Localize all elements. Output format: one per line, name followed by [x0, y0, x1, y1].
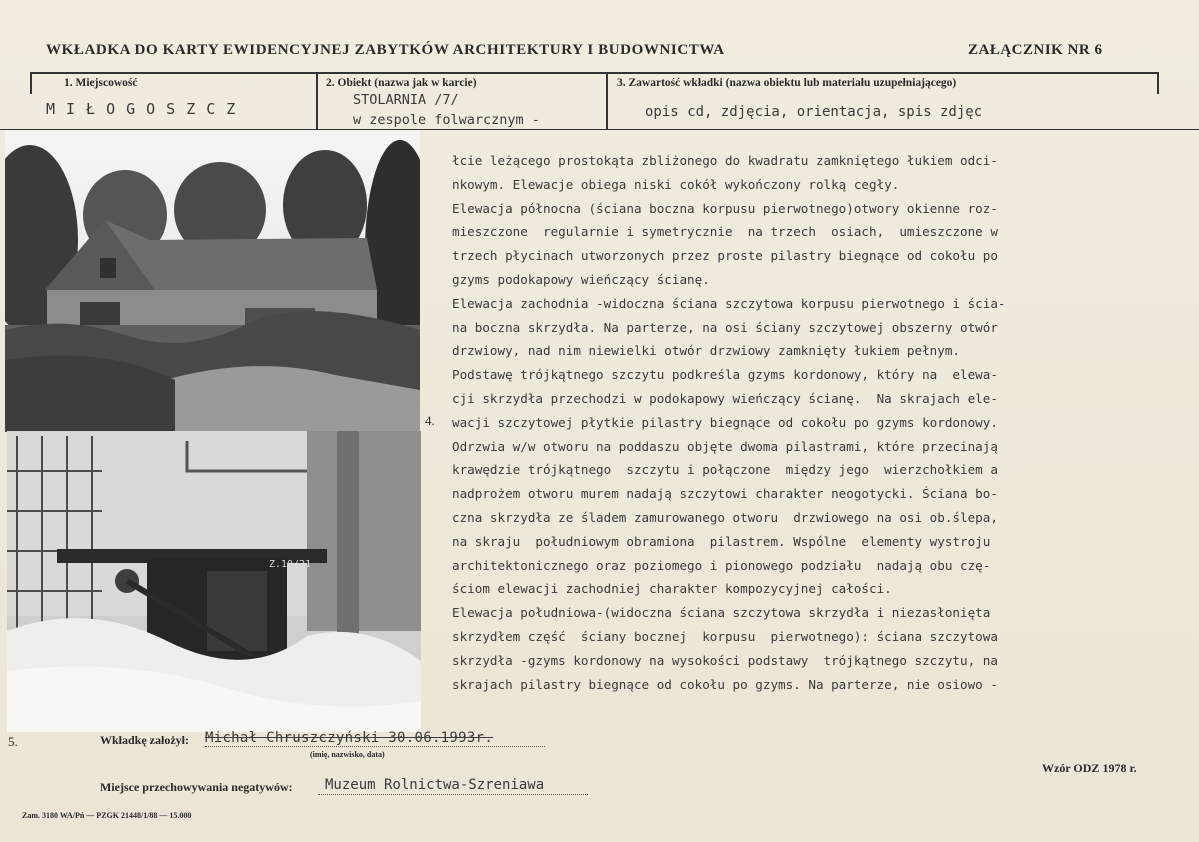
description-line: Elewacja południowa-(widoczna ściana szczytowa skrzydła i niezasłonięta	[452, 605, 991, 621]
description-line: krawędzie trójkątnego szczytu i połączone między jego wierzchołkiem a	[452, 462, 998, 478]
machine-inscription: Z.10/21	[269, 559, 312, 570]
negatives-value: Muzeum Rolnictwa-Szreniawa	[325, 777, 545, 793]
machine-photo-image	[7, 431, 421, 732]
description-line: Elewacja zachodnia -widoczna ściana szczytowa korpusu pierwotnego i ścia-	[452, 295, 1006, 311]
description-line: łcie leżącego prostokąta zbliżonego do kwadratu zamkniętego łukiem odci-	[452, 153, 998, 168]
created-by-hint: (imię, nazwisko, data)	[310, 750, 385, 759]
field-divider-0	[30, 72, 32, 94]
description-line: na boczna skrzydła. Na parterze, na osi ściany szczytowej obszerny otwór	[452, 319, 998, 335]
photo-number-5: 5.	[8, 734, 18, 749]
description-line: na skraju południowym obramiona pilastrem. Wspólne elementy wystroju	[452, 533, 991, 549]
negatives-dotted-line	[318, 794, 588, 795]
description-text	[452, 149, 1192, 696]
field-divider-1	[316, 72, 318, 129]
content-value: opis cd, zdjęcia, orientacja, spis zdjęc	[645, 104, 983, 120]
building-photo-image	[5, 130, 420, 432]
object-value-line-2: w zespole folwarcznym -	[353, 112, 540, 128]
description-line: skrzydła -gzyms kordonowy na wysokości podstawy trójkątnego szczytu, na	[452, 652, 998, 668]
field-divider-2	[606, 72, 608, 129]
description-line: Elewacja północna (ściana boczna korpusu pierwotnego)otwory okienne roz-	[452, 200, 998, 216]
description-line: drzwiowy, nad nim niewielki otwór drzwiowy zamknięty łukiem pełnym.	[452, 343, 960, 359]
negatives-label: Miejsce przechowywania negatywów:	[100, 780, 293, 794]
locality-value: MIŁOGOSZCZ	[46, 100, 247, 118]
description-line: skrajach pilastry biegnące od cokołu po gzyms. Na parterze, nie osiowo -	[452, 676, 998, 692]
description-line: mieszczone regularnie i symetrycznie na trzech osiach, umieszczone w	[452, 224, 998, 240]
created-by-label: Wkładkę założył:	[100, 733, 189, 747]
description-line: architektonicznego oraz poziomego i pionowego podziału nadają obu czę-	[452, 557, 991, 573]
locality-label: 1. Miejscowość	[64, 77, 138, 89]
form-model: Wzór ODZ 1978 r.	[1042, 761, 1137, 775]
object-label: 2. Obiekt (nazwa jak w karcie)	[326, 77, 477, 89]
object-value-line-1: STOLARNIA /7/	[353, 92, 459, 108]
building-photo	[5, 130, 420, 432]
annex-number: ZAŁĄCZNIK NR 6	[968, 42, 1103, 58]
description-line: trzech płycinach utworzonych przez proste pilastry biegnące od cokołu po	[452, 248, 998, 264]
description-line: Podstawę trójkątnego szczytu podkreśla gzyms kordonowy, który na elewa-	[452, 367, 998, 383]
document-title: WKŁADKA DO KARTY EWIDENCYJNEJ ZABYTKÓW ARCHITEKTURY I BUDOWNICTWA	[46, 42, 725, 58]
print-info: Zam. 3180 WA/Pń — PZGK 21448/1/88 — 15.000	[22, 811, 192, 820]
content-label: 3. Zawartość wkładki (nazwa obiektu lub materiału uzupełniającego)	[617, 77, 957, 89]
description-line: nkowym. Elewacje obiega niski cokół wykończony rolką cegły.	[452, 176, 900, 192]
field-divider-3	[1157, 72, 1159, 94]
form-top-rule	[30, 72, 1158, 74]
machine-photo	[7, 431, 421, 732]
description-line: gzyms podokapowy wieńczący ścianę.	[452, 271, 710, 287]
description-line: nadprożem otworu murem nadają szczytowi charakter neogotycki. Ściana bo-	[452, 486, 998, 502]
created-by-value: Michał Chruszczyński 30.06.1993r.	[205, 730, 494, 746]
description-line: czna skrzydła ze śladem zamurowanego otworu drzwiowego na osi ob.ślepa,	[452, 509, 998, 525]
photo-number-4: 4.	[425, 413, 435, 428]
description-line: cji skrzydła przechodzi w podokapowy wieńczący ścianę. Na skrajach ele-	[452, 390, 998, 406]
created-by-dotted-line	[205, 746, 545, 747]
description-line: skrzydłem część ściany bocznej korpusu pierwotnego): ściana szczytowa	[452, 628, 998, 644]
description-line: wacji szczytowej płytkie pilastry biegnące od cokołu po gzyms kordonowy.	[452, 414, 998, 430]
description-line: ściom elewacji zachodniej charakter kompozycyjnej całości.	[452, 581, 892, 597]
description-line: Odrzwia w/w otworu na poddaszu objęte dwoma pilastrami, które przecinają	[452, 438, 998, 454]
